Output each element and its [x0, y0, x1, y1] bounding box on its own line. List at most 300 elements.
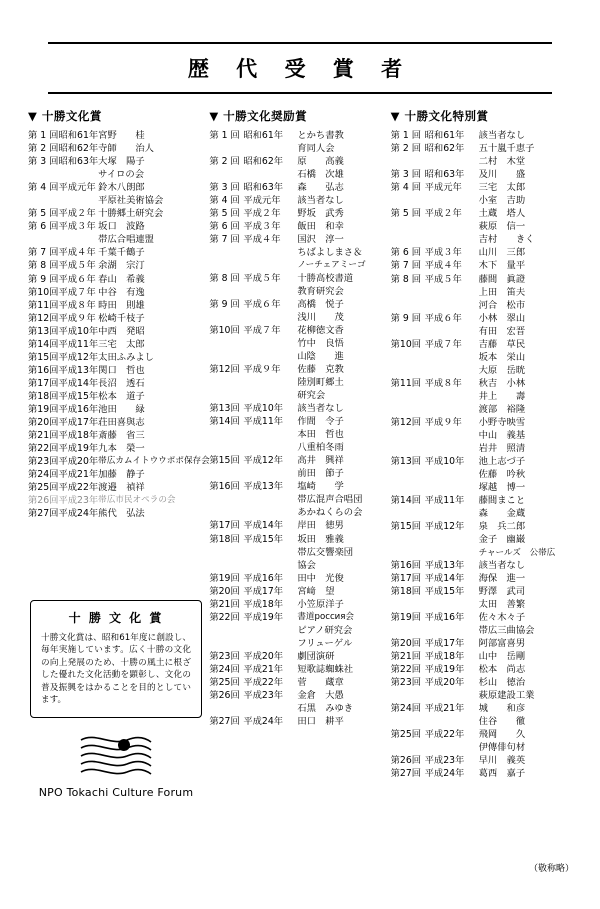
table-row — [28, 260, 210, 273]
award-year: 平成14年 — [243, 520, 284, 532]
award-year: 平成７年 — [424, 338, 462, 350]
award-year: 平成８年 — [58, 299, 96, 311]
award-recipient: 森 金蔵 — [478, 508, 526, 520]
table-row — [209, 364, 384, 377]
award-year — [425, 548, 479, 560]
table-row — [391, 677, 566, 690]
award-number: 第14回 — [28, 338, 59, 350]
award-year — [243, 247, 297, 260]
award-recipient: 上田 笛夫 — [478, 286, 526, 298]
award-number: 第 9 回 — [209, 298, 240, 310]
table-row — [209, 507, 384, 520]
table-row — [391, 130, 566, 143]
column-shoreisho — [209, 108, 390, 781]
award-number: 第17回 — [209, 520, 240, 532]
table-row — [391, 300, 566, 313]
award-year: 平成19年 — [243, 611, 284, 623]
award-year: 平成17年 — [243, 585, 284, 597]
award-recipient: 劇団演研 — [297, 650, 335, 662]
award-number: 第 9 回 — [390, 312, 422, 324]
award-number — [209, 377, 243, 390]
award-year: 昭和62年 — [58, 143, 99, 155]
award-year: 平成７年 — [243, 324, 281, 336]
award-recipient: 渡邉 禎祥 — [98, 482, 145, 494]
award-year: 平成15年 — [243, 533, 284, 545]
award-number — [391, 716, 425, 729]
table-row — [391, 625, 566, 638]
table-row — [28, 352, 210, 365]
award-recipient: 二村 木堂 — [478, 156, 526, 168]
table-row — [28, 208, 210, 221]
award-recipient: 金倉 大愚 — [297, 690, 344, 702]
award-recipient: 山川 三郎 — [478, 247, 526, 259]
award-year — [58, 195, 98, 208]
table-row — [28, 287, 210, 300]
award-recipient: 平原社美術協会 — [98, 195, 164, 207]
award-year: 平成12年 — [58, 351, 99, 363]
award-recipient: 三宅 太郎 — [478, 182, 526, 194]
award-year: 平成13年 — [424, 559, 465, 571]
table-row — [209, 520, 384, 533]
table-row — [209, 664, 384, 677]
table-row — [391, 560, 566, 573]
award-year: 平成３年 — [58, 221, 96, 233]
award-recipient: 佐藤 克教 — [297, 363, 344, 375]
info-box — [30, 600, 202, 718]
award-number — [209, 312, 243, 325]
table-row — [28, 195, 210, 208]
award-year: 平成６年 — [424, 312, 462, 324]
table-row — [28, 508, 210, 521]
award-number: 第 1 回 — [28, 130, 59, 141]
award-recipient: 田中 光俊 — [297, 572, 344, 584]
award-table-tokubetsusho — [391, 130, 566, 781]
award-recipient: 鈴木八朗郎 — [98, 182, 145, 194]
award-number: 第27回 — [390, 768, 422, 780]
table-row — [209, 716, 384, 729]
column-heading-bunkasho: ▼ 十勝文化賞 — [28, 109, 102, 123]
award-recipient: 竹中 良悟 — [297, 337, 344, 349]
award-recipient: 野澤 武司 — [478, 585, 526, 597]
award-year — [425, 625, 479, 638]
table-row — [28, 456, 210, 469]
award-recipient: 短歌誌蜘蛛社 — [297, 663, 354, 675]
award-number: 第20回 — [209, 585, 240, 597]
award-recipient: 泉 兵二郎 — [478, 521, 526, 533]
table-row — [209, 247, 384, 260]
award-year: 平成４年 — [243, 234, 281, 246]
award-year: 平成13年 — [58, 364, 99, 376]
award-recipient: 岩井 照清 — [478, 443, 526, 455]
organization-mark — [30, 734, 202, 799]
award-number — [391, 300, 425, 313]
table-row — [28, 469, 210, 482]
award-recipient: 寺師 治人 — [98, 143, 154, 155]
award-recipient: 中山 義基 — [478, 430, 526, 442]
award-recipient: 萩原建設工業 — [478, 690, 535, 702]
award-number: 第 8 回 — [209, 272, 240, 284]
award-year: 平成10年 — [243, 403, 284, 415]
award-recipient: 井上 壽 — [478, 390, 526, 402]
award-recipient: 教育研究会 — [297, 285, 344, 297]
award-year: 平成23年 — [424, 755, 465, 767]
award-year — [425, 156, 479, 169]
table-row — [391, 729, 566, 742]
award-number: 第19回 — [28, 403, 59, 415]
award-number: 第22回 — [209, 611, 240, 623]
award-number: 第16回 — [390, 559, 422, 571]
award-recipient: 石橋 次雄 — [297, 169, 344, 181]
award-number: 第20回 — [390, 637, 422, 649]
mark-dot-icon — [118, 739, 130, 751]
award-number: 第25回 — [28, 482, 59, 494]
award-year — [425, 234, 479, 247]
award-number: 第27回 — [28, 508, 59, 520]
table-row — [391, 287, 566, 300]
award-table-shoreisho — [209, 130, 384, 729]
award-number: 第 2 回 — [28, 143, 59, 155]
award-recipient: 吉村 きく — [478, 234, 535, 246]
award-recipient: 春山 希義 — [98, 273, 145, 285]
table-row — [28, 417, 210, 430]
award-recipient: 該当者なし — [478, 559, 526, 571]
award-number: 第 7 回 — [28, 247, 59, 259]
award-number: 第 6 回 — [390, 247, 422, 259]
award-recipient: 荘田喜與志 — [98, 417, 145, 429]
award-year — [243, 703, 297, 716]
award-recipient: 森 弘志 — [297, 182, 344, 194]
award-number: 第12回 — [390, 417, 422, 429]
award-number — [209, 260, 243, 272]
award-year: 平成７年 — [58, 286, 96, 298]
award-year — [425, 221, 479, 234]
award-number: 第18回 — [28, 390, 59, 402]
award-recipient: 坂本 栄山 — [478, 351, 526, 363]
award-number — [209, 703, 243, 716]
award-recipient: 三宅 太郎 — [98, 338, 145, 350]
award-number: 第12回 — [209, 363, 240, 375]
table-row — [391, 521, 566, 534]
table-row — [391, 169, 566, 182]
award-recipient: 早川 義英 — [478, 755, 526, 767]
award-recipient: 藤間まこと — [478, 495, 526, 507]
award-number: 第23回 — [209, 650, 240, 662]
award-number: 第 4 回 — [390, 182, 422, 194]
award-year: 平成18年 — [58, 430, 99, 442]
award-recipient: あかねくらの会 — [297, 507, 363, 519]
award-recipient: 中谷 有逸 — [98, 286, 145, 298]
award-recipient: 金子 幽巌 — [478, 534, 526, 546]
table-row — [209, 182, 384, 195]
award-year — [58, 169, 98, 182]
award-year: 平成11年 — [243, 416, 284, 428]
award-recipient: 中西 発昭 — [98, 325, 145, 337]
award-recipient: ピアノ研究会 — [297, 624, 353, 636]
award-number — [391, 690, 425, 703]
award-year — [425, 534, 479, 547]
award-number — [391, 469, 425, 482]
table-row — [209, 586, 384, 599]
award-year: 平成18年 — [243, 598, 284, 610]
info-box-body: 十勝文化賞は、昭和61年度に創設し、毎年実施しています。広く十勝の文化の向上発展のため、十勝の風土に根ざした優れた文化活動を顕彰し、文化の普及振興をはかることを目的としています。 — [41, 633, 191, 706]
award-number: 第25回 — [390, 729, 422, 741]
award-year — [243, 351, 297, 364]
table-row — [391, 430, 566, 443]
award-number: 第26回 — [390, 755, 422, 767]
table-row — [391, 482, 566, 495]
award-recipient: 国沢 淳一 — [297, 234, 344, 246]
table-row — [28, 391, 210, 404]
table-row — [28, 495, 210, 508]
award-number: 第 5 回 — [209, 208, 240, 220]
award-number: 第21回 — [209, 598, 240, 610]
table-row — [391, 495, 566, 508]
table-row — [391, 143, 566, 156]
award-number: 第21回 — [390, 650, 422, 662]
award-recipient: 飯田 和幸 — [297, 221, 344, 233]
award-recipient: 藤間 眞證 — [478, 273, 526, 285]
award-year — [425, 391, 479, 404]
table-row — [209, 481, 384, 494]
table-row — [209, 625, 384, 638]
table-row — [209, 221, 384, 234]
award-year — [243, 638, 297, 651]
column-tokubetsusho — [391, 108, 572, 781]
award-recipient: 松崎千枝子 — [98, 312, 145, 324]
award-year — [243, 390, 297, 403]
award-number — [391, 404, 425, 417]
award-year — [243, 260, 297, 272]
table-row — [28, 182, 210, 195]
award-recipient: 坂田 雅義 — [297, 533, 344, 545]
table-row — [391, 339, 566, 352]
table-row — [28, 143, 210, 156]
award-number: 第10回 — [390, 338, 422, 350]
award-number — [209, 351, 243, 364]
award-recipient: 住谷 徹 — [478, 716, 526, 728]
award-number — [28, 169, 58, 182]
award-recipient: チャールズ 公帯広 — [478, 547, 556, 558]
award-number: 第21回 — [28, 430, 59, 442]
award-number — [209, 507, 243, 520]
award-year — [425, 482, 479, 495]
table-row — [391, 548, 566, 560]
award-number — [391, 221, 425, 234]
award-year — [243, 507, 297, 520]
award-year — [243, 494, 297, 507]
table-row — [209, 442, 384, 455]
award-recipient: 城 和彦 — [478, 703, 526, 715]
table-row — [209, 286, 384, 299]
award-number — [209, 247, 243, 260]
award-number — [391, 234, 425, 247]
award-recipient: 山陰 進 — [297, 350, 344, 362]
award-year: 昭和62年 — [424, 143, 465, 155]
award-year: 平成15年 — [424, 585, 465, 597]
award-year: 平成21年 — [58, 469, 99, 481]
column-heading-shoreisho: ▼ 十勝文化奨励賞 — [209, 109, 308, 123]
award-recipient: 河合 松市 — [478, 299, 526, 311]
award-recipient: 大塚 陽子 — [98, 156, 145, 168]
award-year — [425, 365, 479, 378]
award-year — [425, 287, 479, 300]
award-number — [391, 365, 425, 378]
award-recipient: 宮野 桂 — [98, 130, 145, 141]
award-number: 第 4 回 — [28, 182, 59, 194]
award-year: 平成20年 — [58, 456, 99, 468]
award-recipient: 塚越 博一 — [478, 482, 526, 494]
award-number — [209, 169, 243, 182]
table-row — [391, 664, 566, 677]
award-recipient: 土蔵 塔人 — [478, 208, 526, 220]
award-recipient: 該当者なし — [297, 195, 344, 207]
award-recipient: 杉山 徳治 — [478, 677, 526, 689]
award-table-body-1 — [28, 130, 210, 521]
award-recipient: 帯広カムイトウウポポ保存会 — [98, 456, 210, 467]
info-box-title: 十 勝 文 化 賞 — [68, 611, 164, 625]
award-year: 平成22年 — [424, 729, 465, 741]
award-number: 第 7 回 — [390, 260, 422, 272]
table-row — [209, 703, 384, 716]
table-row — [391, 651, 566, 664]
award-year: 昭和63年 — [424, 169, 465, 181]
award-number — [391, 625, 425, 638]
table-row — [391, 690, 566, 703]
award-recipient: 菅 蔵章 — [297, 677, 344, 689]
award-recipient: 千葉千鶴子 — [98, 247, 145, 259]
award-year: 平成20年 — [243, 650, 284, 662]
award-year — [243, 560, 297, 573]
award-recipient: 坂口 波路 — [98, 221, 145, 233]
award-year: 平成14年 — [58, 377, 99, 389]
award-year: 平成24年 — [424, 768, 465, 780]
award-number: 第 5 回 — [28, 208, 59, 220]
table-row — [209, 690, 384, 703]
award-recipient: 研究会 — [297, 390, 326, 401]
award-number — [209, 429, 243, 442]
award-recipient: 小笠原洋子 — [297, 598, 344, 610]
award-number: 第26回 — [209, 690, 240, 702]
award-number: 第 3 回 — [390, 169, 422, 181]
award-year: 平成24年 — [243, 716, 284, 728]
award-year: 平成４年 — [58, 247, 96, 259]
award-recipient: フリューゲル — [297, 637, 353, 649]
table-row — [28, 234, 210, 247]
award-year: 平成９年 — [424, 417, 462, 429]
award-number — [391, 287, 425, 300]
award-number: 第22回 — [28, 443, 59, 455]
column-heading-tokubetsusho: ▼ 十勝文化特別賞 — [390, 109, 489, 123]
award-recipient: ちばよしまさ＆ — [297, 247, 363, 259]
award-recipient: 余湖 宗汀 — [98, 260, 145, 272]
award-recipient: 帯広市民オペラの会 — [98, 495, 176, 506]
table-row — [209, 338, 384, 351]
table-row — [209, 468, 384, 481]
award-number — [209, 468, 243, 481]
award-year — [425, 443, 479, 456]
table-row — [391, 208, 566, 221]
award-number: 第11回 — [390, 377, 422, 389]
table-row — [209, 455, 384, 468]
award-year: 平成16年 — [424, 611, 465, 623]
table-row — [209, 377, 384, 390]
award-year: 平成２年 — [424, 208, 462, 220]
page-title-band — [48, 42, 552, 94]
award-number — [28, 234, 58, 247]
award-year: 平成元年 — [424, 182, 462, 194]
award-recipient: 小野寺映雪 — [478, 417, 526, 429]
award-year — [243, 169, 297, 182]
award-year: 平成５年 — [243, 272, 281, 284]
award-number: 第14回 — [209, 416, 240, 428]
award-number — [209, 442, 243, 455]
award-recipient: 田口 耕平 — [297, 716, 344, 728]
award-recipient: 十勝郷土研究会 — [98, 208, 164, 220]
award-number: 第 6 回 — [209, 221, 240, 233]
award-recipient: 太田ふみよし — [98, 351, 154, 363]
table-row — [209, 494, 384, 507]
award-number: 第17回 — [28, 377, 59, 389]
award-recipient: 有田 宏晋 — [478, 325, 526, 337]
table-row — [28, 378, 210, 391]
award-year: 平成12年 — [243, 455, 284, 467]
table-row — [391, 260, 566, 273]
award-number: 第16回 — [209, 481, 240, 493]
table-row — [391, 234, 566, 247]
award-number — [391, 508, 425, 521]
table-row — [391, 443, 566, 456]
table-row — [391, 417, 566, 430]
award-recipient: サイロの会 — [98, 169, 145, 181]
award-number: 第24回 — [209, 663, 240, 675]
award-year: 平成18年 — [424, 650, 465, 662]
award-number: 第 1 回 — [390, 130, 422, 141]
award-number: 第25回 — [209, 677, 240, 689]
award-recipient: 佐々木々子 — [478, 611, 526, 623]
table-row — [209, 143, 384, 156]
award-year — [425, 716, 479, 729]
award-year: 平成17年 — [424, 637, 465, 649]
award-number — [391, 534, 425, 547]
award-number: 第26回 — [28, 495, 59, 507]
award-recipient: 吉藤 草民 — [478, 338, 526, 350]
table-row — [391, 352, 566, 365]
award-number — [391, 742, 425, 755]
award-recipient: 葛西 嘉子 — [478, 768, 526, 780]
info-panel — [30, 600, 202, 799]
award-number: 第16回 — [28, 364, 59, 376]
award-year: 平成11年 — [58, 338, 99, 350]
table-row — [209, 260, 384, 272]
table-row — [391, 586, 566, 599]
award-number: 第13回 — [390, 456, 422, 468]
award-year: 平成21年 — [424, 703, 465, 715]
page-title: 歴 代 受 賞 者 — [187, 56, 413, 81]
award-recipient: 飛岡 久 — [478, 729, 526, 741]
table-row — [28, 365, 210, 378]
award-year: 平成13年 — [243, 481, 284, 493]
award-year — [425, 690, 479, 703]
award-recipient: 阿部富喜男 — [478, 637, 526, 649]
award-number: 第23回 — [28, 456, 59, 468]
award-year — [425, 326, 479, 339]
award-number — [391, 443, 425, 456]
table-row — [391, 247, 566, 260]
award-year — [425, 195, 479, 208]
award-number — [209, 638, 243, 651]
award-year: 平成10年 — [424, 456, 465, 468]
award-recipient: 関口 哲也 — [98, 364, 145, 376]
